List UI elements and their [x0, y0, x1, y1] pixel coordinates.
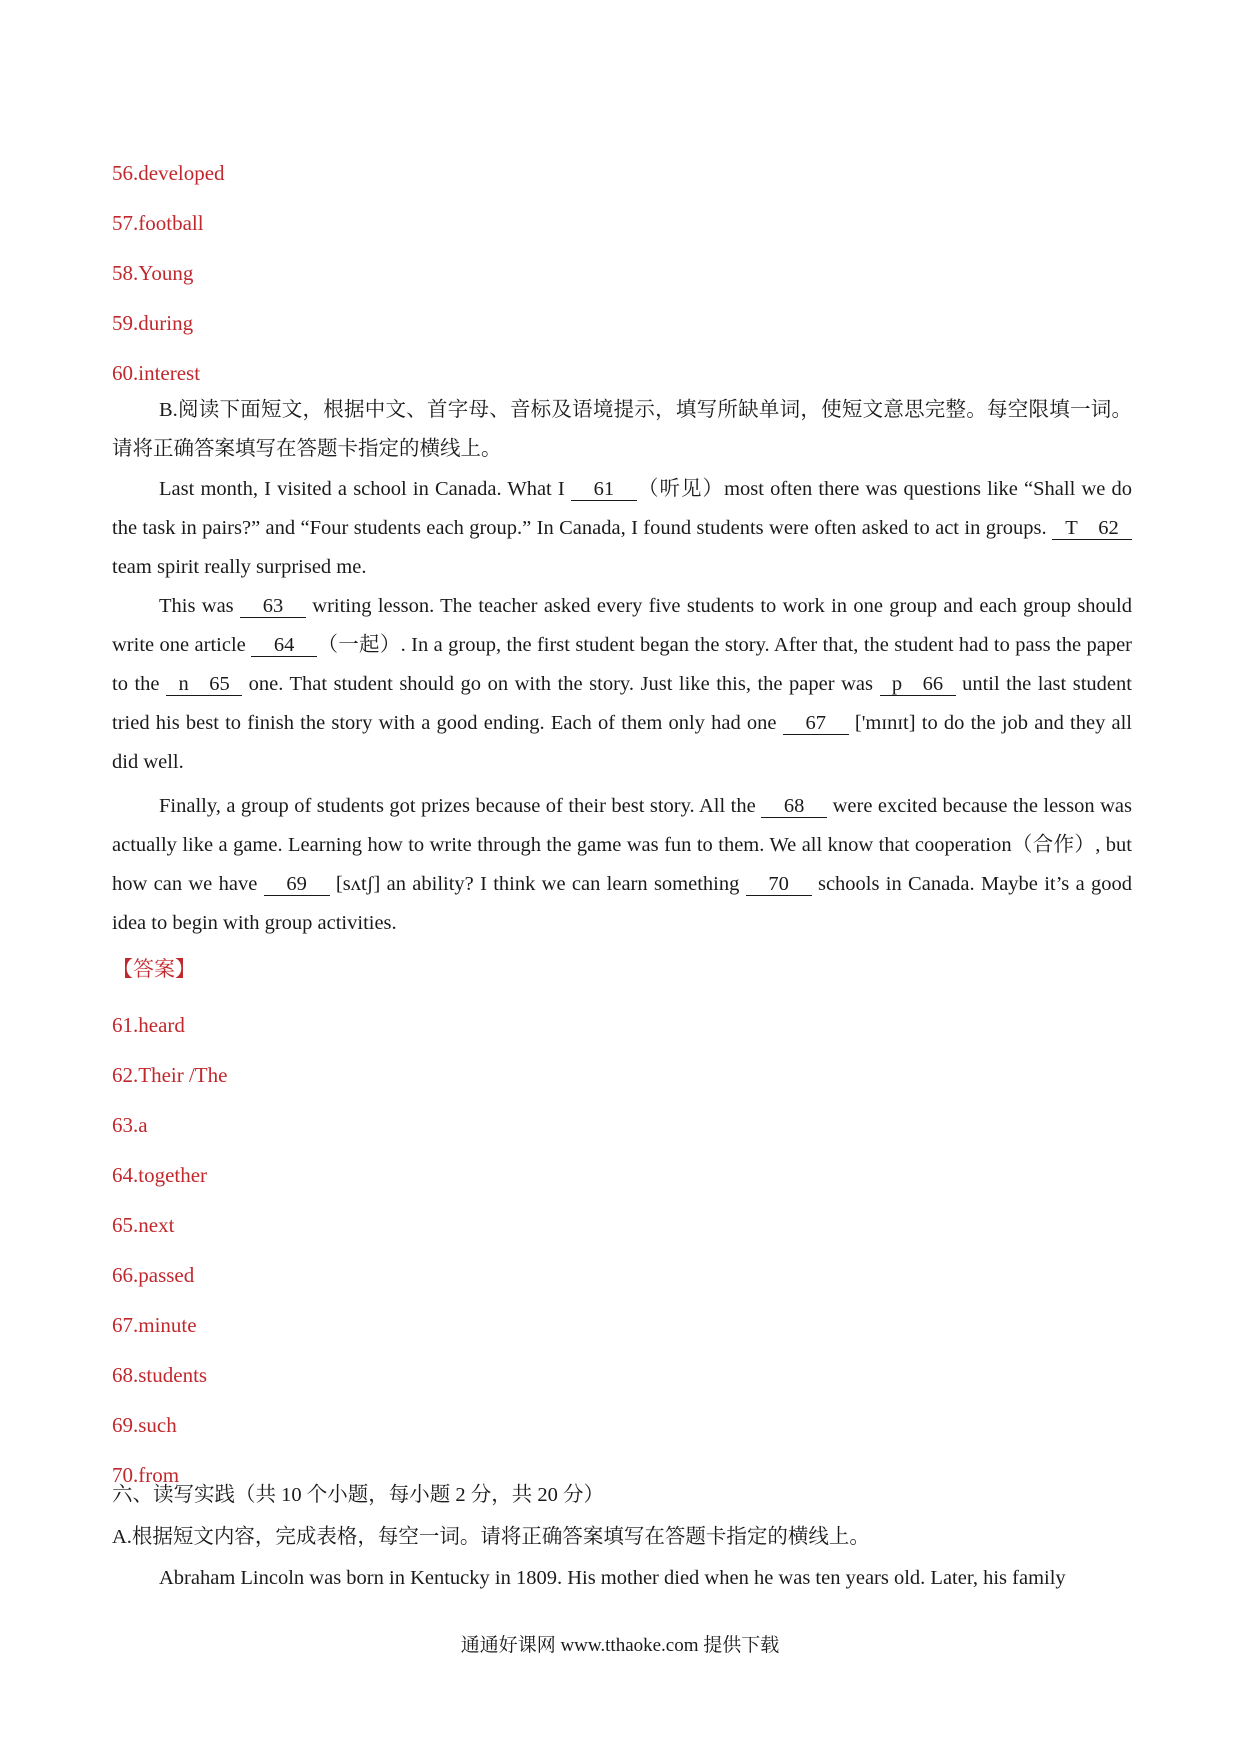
paragraph-1: Last month, I visited a school in Canada. What I 61 （听见）most often there was questions like “Shall we do the task in pairs?” and “Four students each group.” In Canada, I found students were often asked to act in groups. T 62 team spirit really surprised me.	[112, 478, 1133, 578]
page-footer: 通通好课网 www.tthaoke.com 提供下载	[460, 1635, 780, 1656]
section-six-text: Abraham Lincoln was born in Kentucky in 1809. His mother died when he was ten years old. Later, his family	[159, 1567, 1066, 1589]
answer-item: 59.during	[112, 311, 194, 335]
answer-item: 69.such	[112, 1413, 177, 1437]
blank-64[interactable]: 64	[251, 634, 317, 657]
answer-item: 58.Young	[112, 261, 194, 285]
answer-item: 66.passed	[112, 1263, 195, 1287]
answer-item: 60.interest	[112, 361, 201, 385]
section-b-instruction: B.阅读下面短文，根据中文、首字母、音标及语境提示，填写所缺单词，使短文意思完整。每空限填一词。请将正确答案填写在答题卡指定的横线上。	[112, 399, 1132, 460]
answer-item: 56.developed	[112, 161, 225, 185]
answer-item: 68.students	[112, 1363, 208, 1387]
answer-item: 57.football	[112, 211, 204, 235]
blank-69[interactable]: 69	[264, 873, 330, 896]
paragraph-2: This was 63 writing lesson. The teacher asked every five students to work in one group and each group should write one article 64 （一起）. In a group, the first student began the story. After that, the student had to pass the paper to the n 65 one. That student should go on with the story. Just like this, the paper was p 66 until the last student tried his best to finish the story with a good ending. Each of them only had one 67 ['mɪnɪt] to do the job and they all did well.	[112, 595, 1133, 773]
answer-list-top	[112, 160, 225, 410]
blank-63[interactable]: 63	[240, 595, 306, 618]
answer-list-bottom	[112, 1012, 227, 1512]
section-six-title: 六、读写实践（共 10 个小题，每小题 2 分，共 20 分）	[112, 1484, 604, 1506]
blank-68[interactable]: 68	[761, 795, 827, 818]
blank-66[interactable]: p 66	[880, 673, 956, 696]
blank-65[interactable]: n 65	[166, 673, 242, 696]
blank-70[interactable]: 70	[746, 873, 812, 896]
answer-item: 70.from	[112, 1463, 180, 1487]
blank-67[interactable]: 67	[783, 712, 849, 735]
answer-item: 67.minute	[112, 1313, 197, 1337]
section-six-instruction: A.根据短文内容，完成表格，每空一词。请将正确答案填写在答题卡指定的横线上。	[112, 1526, 870, 1548]
answer-heading: 【答案】	[112, 957, 196, 981]
answer-item: 64.together	[112, 1163, 208, 1187]
answer-item: 61.heard	[112, 1013, 185, 1037]
paragraph-3: Finally, a group of students got prizes because of their best story. All the 68 were excited because the lesson was actually like a game. Learning how to write through the game was fun to them. We all know that cooperation（合作）, but how can we have 69 [sʌtʃ] an ability? I think we can learn something 70 schools in Canada. Maybe it’s a good idea to begin with group activities.	[112, 795, 1132, 934]
answer-item: 62.Their /The	[112, 1063, 228, 1087]
answer-item: 65.next	[112, 1213, 175, 1237]
blank-61[interactable]: 61	[571, 478, 637, 501]
blank-62[interactable]: T 62	[1052, 517, 1132, 540]
answer-item: 63.a	[112, 1113, 148, 1137]
